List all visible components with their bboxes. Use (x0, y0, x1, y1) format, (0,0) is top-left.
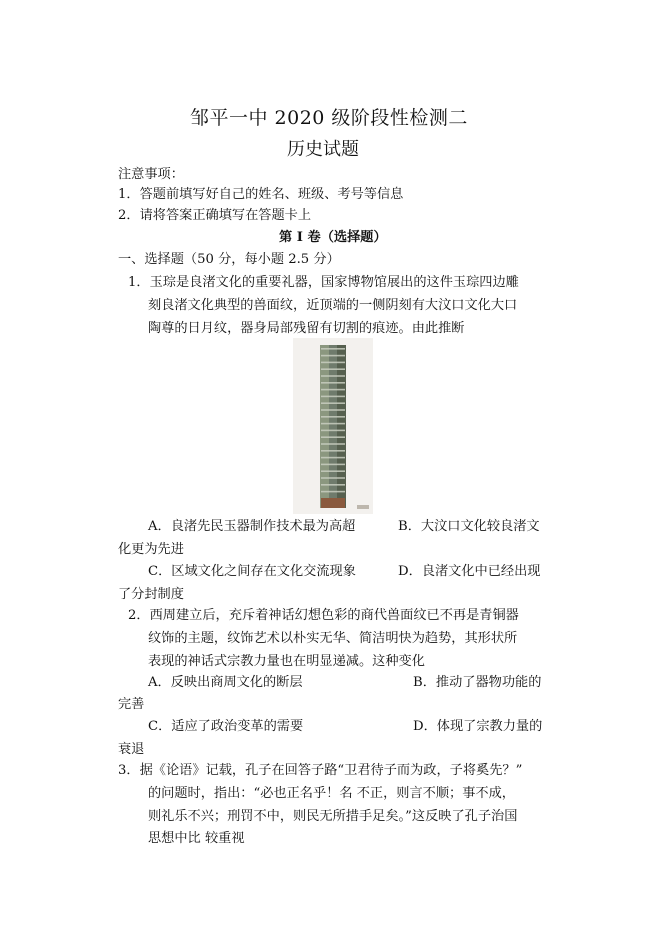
question-2-option-d-wrap: 衰退 (118, 742, 145, 757)
jade-band (321, 375, 345, 377)
jade-band (321, 355, 345, 357)
notice-item: 2．请将答案正确填写在答题卡上 (118, 208, 312, 223)
jade-band (321, 443, 345, 445)
jade-band (321, 409, 345, 411)
jade-band (321, 362, 345, 364)
question-2-line: 表现的神话式宗教力量也在明显递减。这种变化 (148, 654, 425, 669)
page-subtitle: 历史试题 (287, 139, 359, 160)
jade-band (321, 368, 345, 370)
jade-band (321, 436, 345, 438)
question-1-option-b-wrap: 化更为先进 (118, 542, 184, 557)
question-3-line: 则礼乐不兴；刑罚不中，则民无所措手足矣。”这反映了孔子治国 (148, 809, 518, 824)
jade-band (321, 430, 345, 432)
question-2-line: 2．西周建立后，充斥着神话幻想色彩的商代兽面纹已不再是青铜器 (128, 608, 519, 623)
jade-band (321, 484, 345, 486)
jade-band (321, 491, 345, 493)
question-2-option-a: A．反映出商周文化的断层 (148, 675, 303, 690)
jade-band (321, 470, 345, 472)
question-2-option-d: D．体现了宗教力量的 (413, 719, 543, 734)
question-1-option-b: B．大汶口文化较良渚文 (398, 519, 540, 534)
question-1-option-d: D．良渚文化中已经出现 (398, 564, 541, 579)
question-1-line: 1．玉琮是良渚文化的重要礼器，国家博物馆展出的这件玉琮四边雕 (128, 275, 519, 290)
jade-cong-image (293, 338, 373, 514)
jade-band (321, 389, 345, 391)
question-2-option-c: C．适应了政治变革的需要 (148, 719, 304, 734)
question-1-option-a: A．良渚先民玉器制作技术最为高超 (148, 519, 356, 534)
question-3-line: 思想中比 较重视 (148, 831, 245, 846)
jade-band (321, 457, 345, 459)
question-3-line: 3．据《论语》记载，孔子在回答子路“卫君待子而为政，子将奚先？” (118, 763, 523, 778)
jade-band (321, 450, 345, 452)
notice-item: 1．答题前填写好自己的姓名、班级、考号等信息 (118, 187, 404, 202)
jade-band (321, 464, 345, 466)
question-3-line: 的问题时，指出：“必也正名乎！名 不正，则言不顺；事不成， (148, 786, 515, 801)
jade-band (321, 348, 345, 350)
question-2-option-b: B．推动了器物功能的 (413, 675, 542, 690)
question-1-option-d-wrap: 了分封制度 (118, 587, 184, 602)
question-2-line: 纹饰的主题，纹饰艺术以朴实无华、简洁明快为趋势，其形状所 (148, 631, 518, 646)
page-title: 邹平一中 2020 级阶段性检测二 (190, 107, 468, 129)
section-heading: 一、选择题（50 分，每小题 2.5 分） (118, 252, 340, 267)
jade-band (321, 396, 345, 398)
notice-heading: 注意事项： (118, 167, 184, 182)
part-heading: 第 I 卷（选择题） (279, 230, 387, 245)
question-2-option-b-wrap: 完善 (118, 697, 145, 712)
jade-band (321, 477, 345, 479)
jade-band (321, 423, 345, 425)
question-1-option-c: C．区域文化之间存在文化交流现象 (148, 564, 356, 579)
jade-band (321, 402, 345, 404)
question-1-line: 刻良渚文化典型的兽面纹，近顶端的一侧阴刻有大汶口文化大口 (148, 298, 518, 313)
jade-band (321, 382, 345, 384)
jade-band (321, 416, 345, 418)
question-1-line: 陶尊的日月纹，器身局部残留有切割的痕迹。由此推断 (148, 321, 465, 336)
